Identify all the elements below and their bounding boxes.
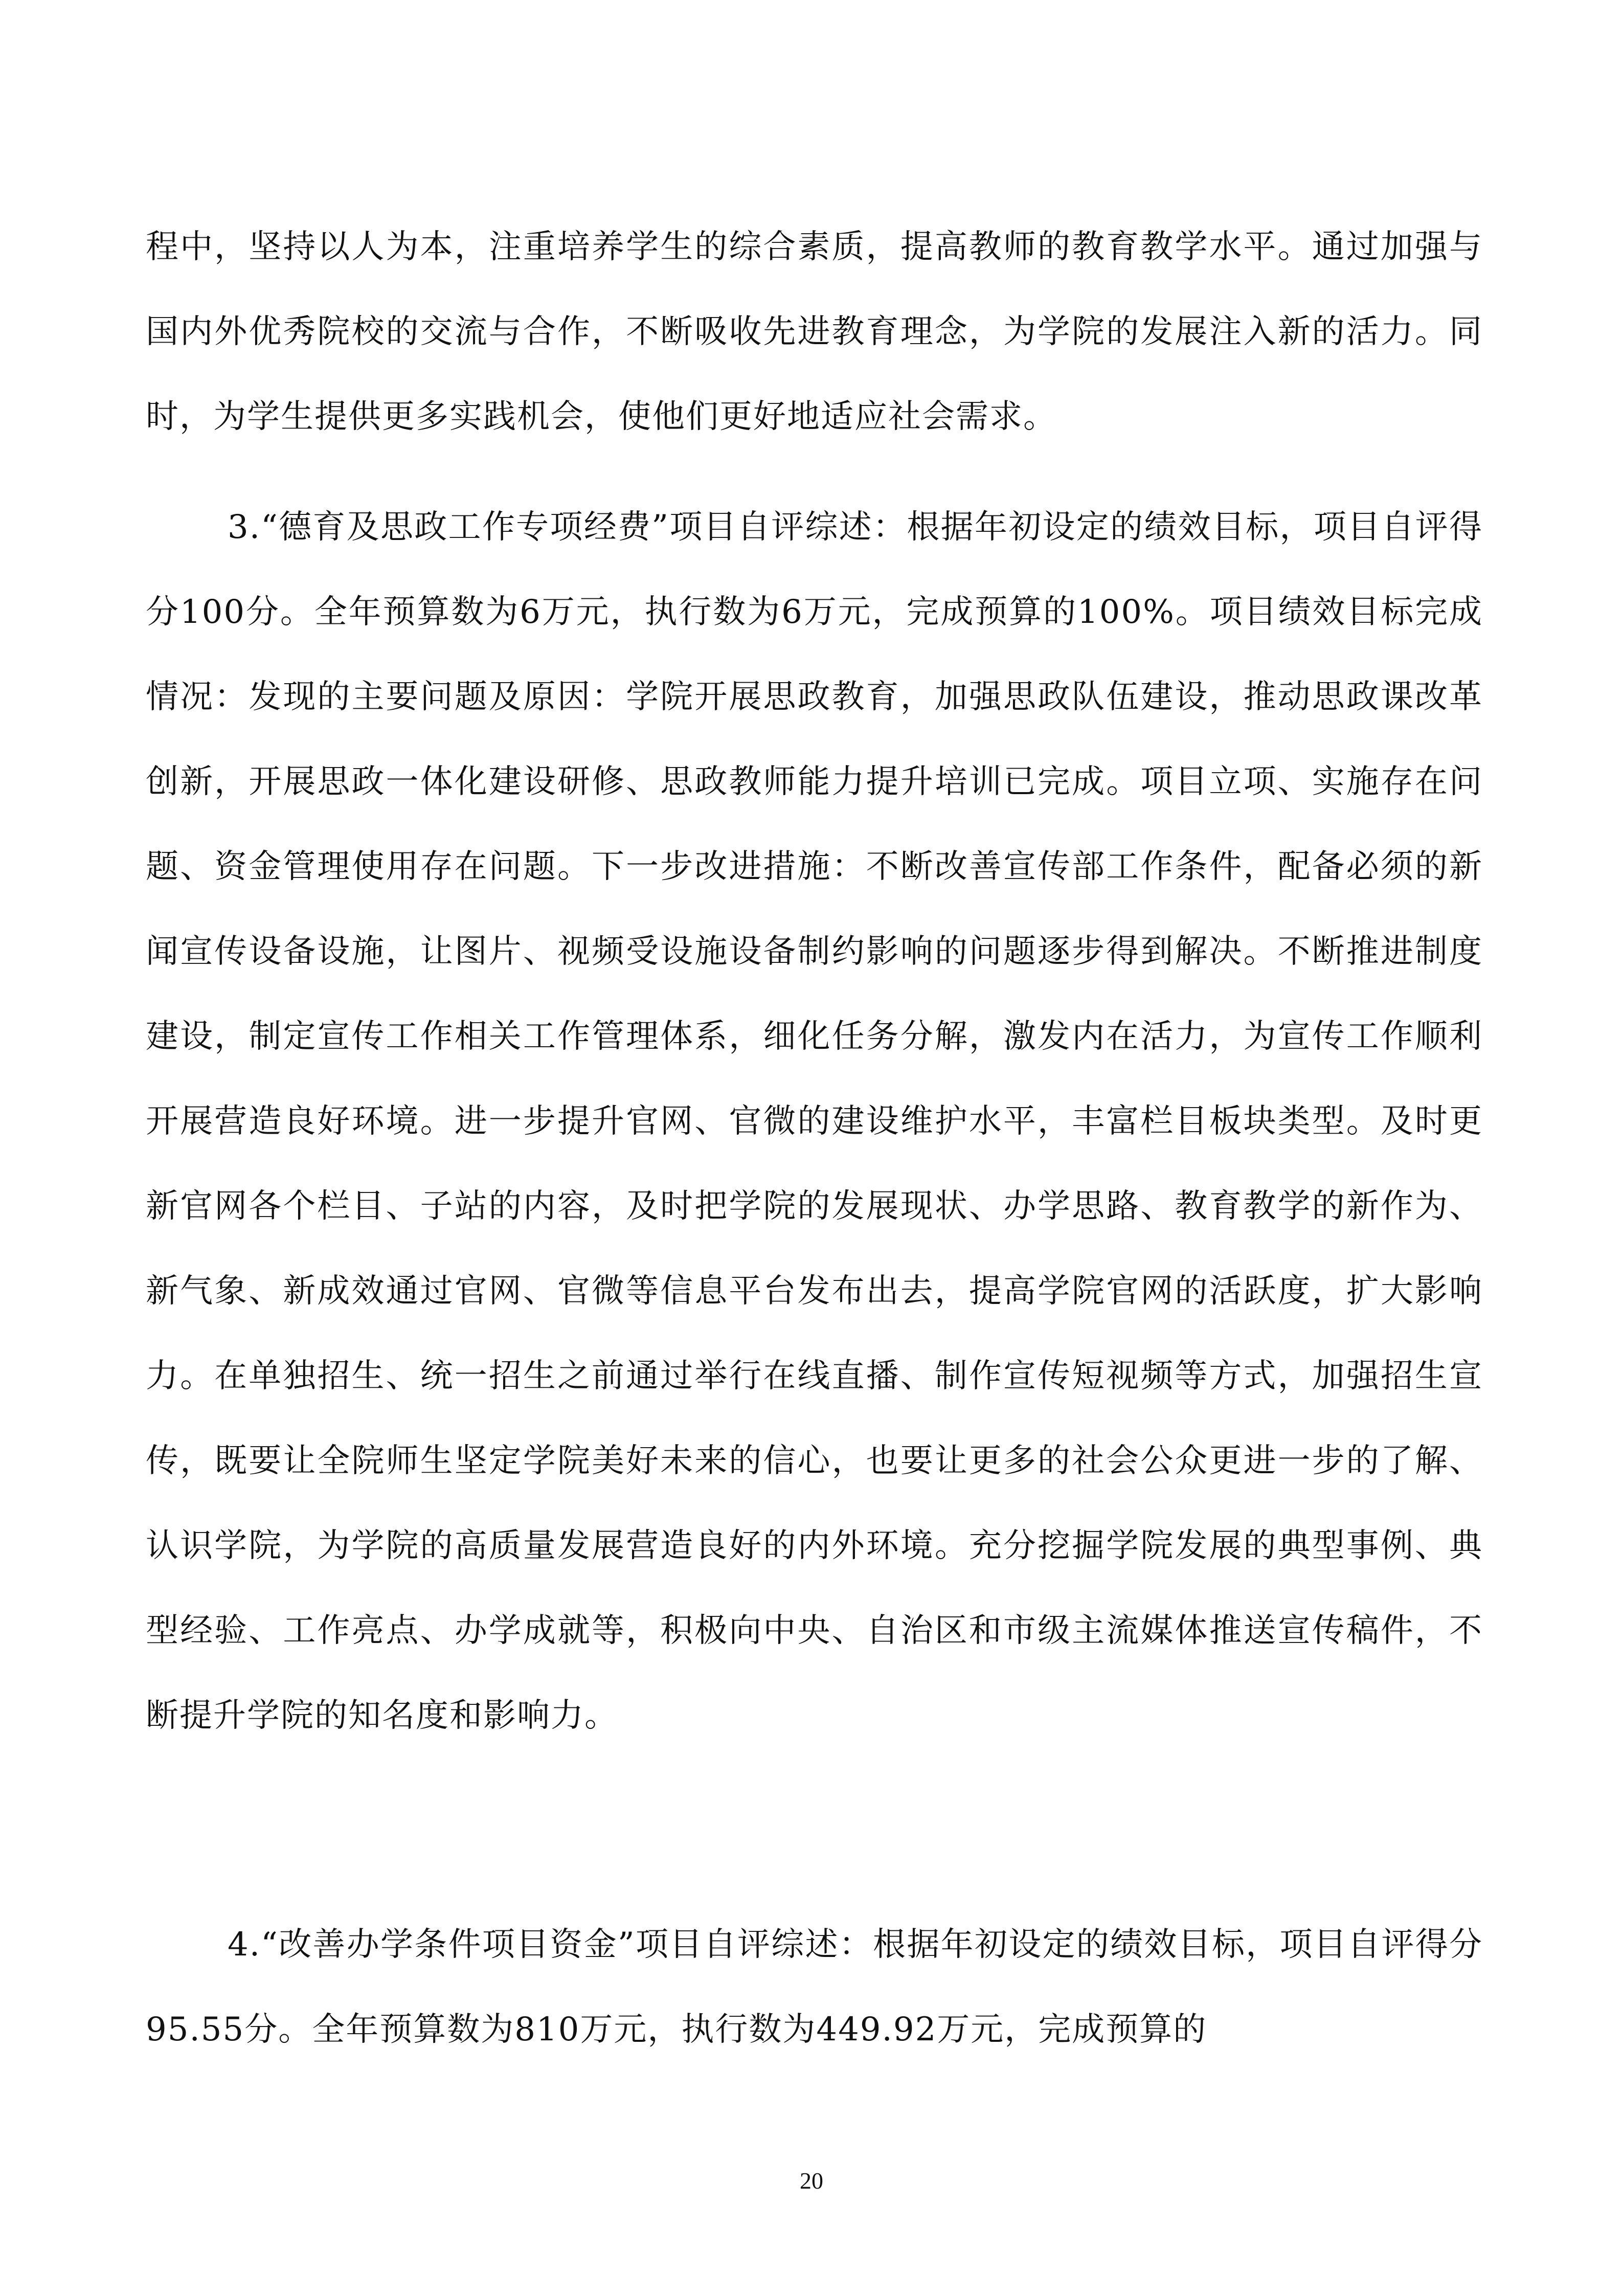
- page-number: 20: [800, 2168, 823, 2194]
- paragraph-item-3: 3.“德育及思政工作专项经费”项目自评综述：根据年初设定的绩效目标，项目自评得分100分。全年预算数为6万元，执行数为6万元，完成预算的100%。项目绩效目标完成情况：发现的主要问题及原因：学院开展思政教育，加强思政队伍建设，推动思政课改革创新，开展思政一体化建设研修、思政教师能力提升培训已完成。项目立项、实施存在问题、资金管理使用存在问题。下一步改进措施：不断改善宣传部工作条件，配备必须的新闻宣传设备设施，让图片、视频受设施设备制约影响的问题逐步得到解决。不断推进制度建设，制定宣传工作相关工作管理体系，细化任务分解，激发内在活力，为宣传工作顺利开展营造良好环境。进一步提升官网、官微的建设维护水平，丰富栏目板块类型。及时更新官网各个栏目、子站的内容，及时把学院的发展现状、办学思路、教育教学的新作为、新气象、新成效通过官网、官微等信息平台发布出去，提高学院官网的活跃度，扩大影响力。在单独招生、统一招生之前通过举行在线直播、制作宣传短视频等方式，加强招生宣传，既要让全院师生坚定学院美好未来的信心，也要让更多的社会公众更进一步的了解、认识学院，为学院的高质量发展营造良好的内外环境。充分挖掘学院发展的典型事例、典型经验、工作亮点、办学成就等，积极向中央、自治区和市级主流媒体推送宣传稿件，不断提升学院的知名度和影响力。: [146, 508, 1483, 1735]
- paragraph-item-4: 4.“改善办学条件项目资金”项目自评综述：根据年初设定的绩效目标，项目自评得分95.55分。全年预算数为810万元，执行数为449.92万元，完成预算的: [146, 1926, 1483, 2049]
- paragraph-continuation: 程中，坚持以人为本，注重培养学生的综合素质，提高教师的教育教学水平。通过加强与国内外优秀院校的交流与合作，不断吸收先进教育理念，为学院的发展注入新的活力。同时，为学生提供更多实践机会，使他们更好地适应社会需求。: [146, 228, 1483, 436]
